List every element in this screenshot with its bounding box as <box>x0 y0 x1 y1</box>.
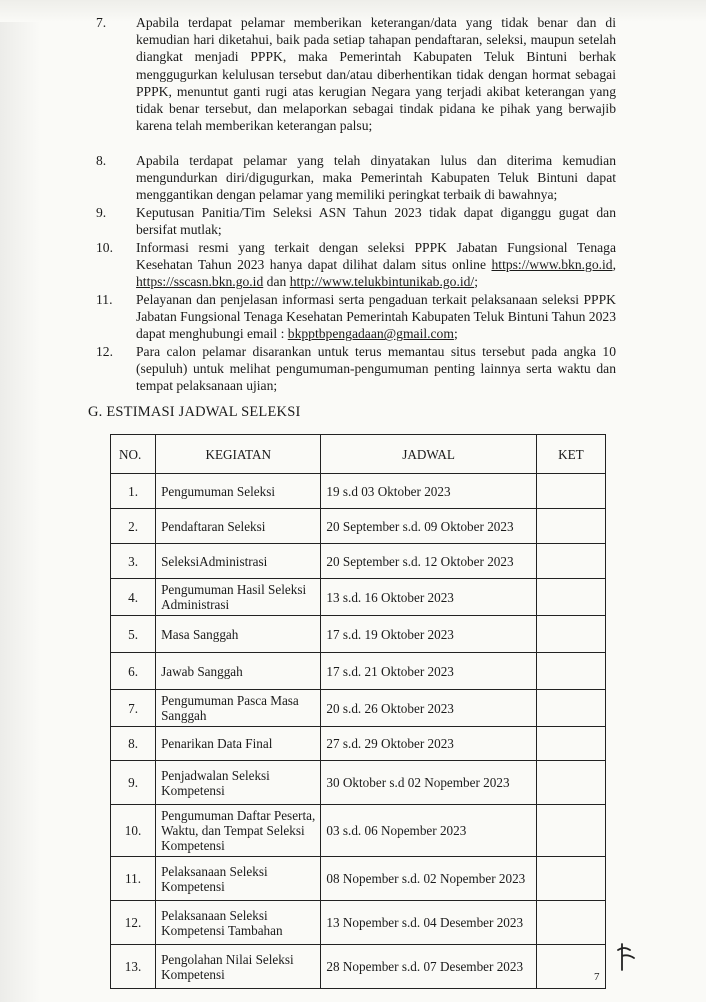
bkn-website-link[interactable]: https://www.bkn.go.id <box>491 257 613 273</box>
sscasn-website-link[interactable]: https://sscasn.bkn.go.id <box>136 274 264 290</box>
section-title: G. ESTIMASI JADWAL SELEKSI <box>88 404 301 420</box>
cell-ket <box>536 544 605 579</box>
header-kegiatan: KEGIATAN <box>156 435 321 474</box>
cell-no: 11. <box>111 857 156 901</box>
list-item <box>96 291 616 343</box>
table-row <box>111 727 606 761</box>
list-item <box>96 152 616 204</box>
list-item <box>96 343 616 395</box>
item-number: 12. <box>96 344 113 359</box>
table-row <box>111 653 606 690</box>
cell-ket <box>536 690 605 727</box>
cell-no: 3. <box>111 544 156 579</box>
cell-jadwal: 03 s.d. 06 Nopember 2023 <box>321 805 536 857</box>
item-text: Informasi resmi yang terkait dengan seleksi PPPK Jabatan Fungsional Tenaga Kesehatan Tahun 2023 hanya dapat dilihat dalam situs online https://www.bkn.go.id, https://sscasn.bkn.go.id dan http://www.telukbintunikab.go.id/; <box>136 240 616 290</box>
cell-no: 6. <box>111 653 156 690</box>
table-row <box>111 474 606 509</box>
item-number: 9. <box>96 205 107 220</box>
cell-jadwal: 20 September s.d. 12 Oktober 2023 <box>321 544 536 579</box>
table-row <box>111 761 606 805</box>
cell-no: 8. <box>111 727 156 761</box>
cell-kegiatan: Jawab Sanggah <box>156 653 321 690</box>
cell-jadwal: 19 s.d 03 Oktober 2023 <box>321 474 536 509</box>
list-item <box>96 14 616 152</box>
telukbintuni-website-link[interactable]: http://www.telukbintunikab.go.id/ <box>289 274 475 290</box>
item-text: Pelayanan dan penjelasan informasi serta pengaduan terkait pelaksanaan seleksi PPPK Jabatan Fungsional Tenaga Kesehatan Pemerintah Kabupaten Teluk Bintuni Tahun 2023 dapat menghubungi email : bkpptbpengadaan@gmail.com; <box>136 292 616 342</box>
cell-ket <box>536 901 605 945</box>
schedule-table <box>110 434 606 989</box>
cell-ket <box>536 805 605 857</box>
item-number: 8. <box>96 153 107 168</box>
cell-no: 5. <box>111 616 156 653</box>
cell-kegiatan: Pengumuman Daftar Peserta, Waktu, dan Tempat Seleksi Kompetensi <box>156 805 321 857</box>
cell-jadwal: 17 s.d. 19 Oktober 2023 <box>321 616 536 653</box>
cell-kegiatan: Pendaftaran Seleksi <box>156 509 321 544</box>
cell-no: 10. <box>111 805 156 857</box>
cell-jadwal: 28 Nopember s.d. 07 Desember 2023 <box>321 945 536 989</box>
cell-kegiatan: Pengolahan Nilai Seleksi Kompetensi <box>156 945 321 989</box>
cell-jadwal: 30 Oktober s.d 02 Nopember 2023 <box>321 761 536 805</box>
provisions-list <box>96 14 616 395</box>
item-text: Keputusan Panitia/Tim Seleksi ASN Tahun 2023 tidak dapat diganggu gugat dan bersifat mutlak; <box>136 205 616 238</box>
item-text: Apabila terdapat pelamar yang telah dinyatakan lulus dan diterima kemudian mengundurkan diri/digugurkan, maka Pemerintah Kabupaten Teluk Bintuni dapat menggantikan dengan pelamar yang memiliki peringkat terbaik di bawahnya; <box>136 153 616 203</box>
cell-jadwal: 20 September s.d. 09 Oktober 2023 <box>321 509 536 544</box>
scan-shadow <box>0 0 40 1002</box>
paraf-mark <box>616 942 638 972</box>
cell-no: 7. <box>111 690 156 727</box>
cell-kegiatan: Pengumuman Pasca Masa Sanggah <box>156 690 321 727</box>
cell-jadwal: 27 s.d. 29 Oktober 2023 <box>321 727 536 761</box>
cell-no: 1. <box>111 474 156 509</box>
cell-ket <box>536 474 605 509</box>
item-number: 11. <box>96 292 113 307</box>
table-row <box>111 579 606 616</box>
item-text: Apabila terdapat pelamar memberikan keterangan/data yang tidak benar dan di kemudian hari diketahui, baik pada setiap tahapan pendaftaran, seleksi, maupun setelah diangkat menjadi PPPK, maka Pemerintah Kabupaten Teluk Bintuni berhak menggugurkan kelulusan tersebut dan/atau diberhentikan tidak dengan hormat sebagai PPPK, menuntut ganti rugi atas kerugian Negara yang terjadi akibat keterangan yang tidak benar tersebut, dan melaporkan sebagai tindak pidana ke pihak yang berwajib karena telah memberikan keterangan palsu; <box>136 15 616 134</box>
cell-ket <box>536 761 605 805</box>
cell-jadwal: 13 s.d. 16 Oktober 2023 <box>321 579 536 616</box>
cell-kegiatan: Pengumuman Seleksi <box>156 474 321 509</box>
cell-no: 2. <box>111 509 156 544</box>
table-row <box>111 690 606 727</box>
cell-jadwal: 13 Nopember s.d. 04 Desember 2023 <box>321 901 536 945</box>
cell-no: 4. <box>111 579 156 616</box>
table-row <box>111 544 606 579</box>
table-row <box>111 509 606 544</box>
cell-ket <box>536 857 605 901</box>
list-item <box>96 204 616 239</box>
cell-kegiatan: Penarikan Data Final <box>156 727 321 761</box>
header-no: NO. <box>111 435 156 474</box>
item-number: 7. <box>96 15 107 30</box>
cell-no: 13. <box>111 945 156 989</box>
table-row <box>111 857 606 901</box>
cell-ket <box>536 579 605 616</box>
cell-kegiatan: SeleksiAdministrasi <box>156 544 321 579</box>
page-number: 7 <box>594 971 600 983</box>
cell-no: 12. <box>111 901 156 945</box>
table-row <box>111 945 606 989</box>
cell-kegiatan: Masa Sanggah <box>156 616 321 653</box>
cell-ket <box>536 509 605 544</box>
cell-jadwal: 20 s.d. 26 Oktober 2023 <box>321 690 536 727</box>
header-jadwal: JADWAL <box>321 435 536 474</box>
cell-ket <box>536 727 605 761</box>
cell-jadwal: 08 Nopember s.d. 02 Nopember 2023 <box>321 857 536 901</box>
header-ket: KET <box>536 435 605 474</box>
table-row <box>111 805 606 857</box>
table-header-row <box>111 435 606 474</box>
cell-kegiatan: Pengumuman Hasil Seleksi Administrasi <box>156 579 321 616</box>
cell-kegiatan: Pelaksanaan Seleksi Kompetensi <box>156 857 321 901</box>
item-number: 10. <box>96 240 113 255</box>
cell-jadwal: 17 s.d. 21 Oktober 2023 <box>321 653 536 690</box>
table-row <box>111 901 606 945</box>
table-row <box>111 616 606 653</box>
cell-no: 9. <box>111 761 156 805</box>
item-text: Para calon pelamar disarankan untuk terus memantau situs tersebut pada angka 10 (sepuluh) untuk melihat pengumuman-pengumuman penting lainnya serta waktu dan tempat pelaksanaan ujian; <box>136 344 616 394</box>
list-item <box>96 239 616 291</box>
cell-ket <box>536 653 605 690</box>
cell-kegiatan: Pelaksanaan Seleksi Kompetensi Tambahan <box>156 901 321 945</box>
cell-kegiatan: Penjadwalan Seleksi Kompetensi <box>156 761 321 805</box>
email-link[interactable]: bkpptbpengadaan@gmail.com <box>287 326 454 342</box>
cell-ket <box>536 616 605 653</box>
